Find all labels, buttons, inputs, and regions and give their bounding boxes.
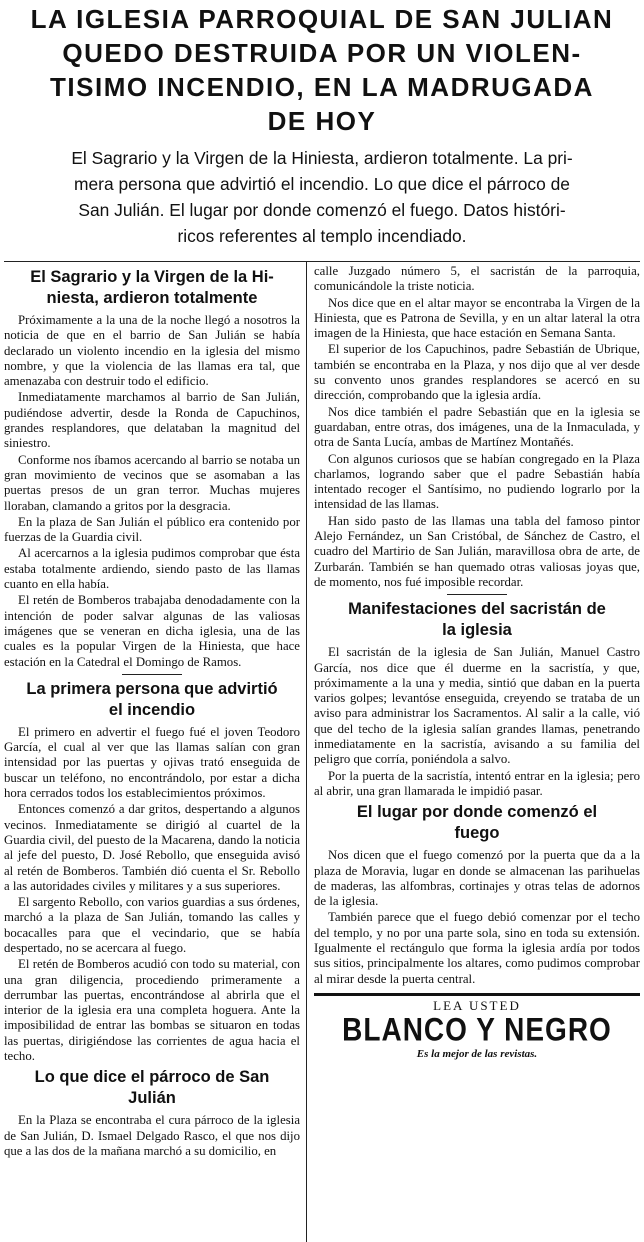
summary-line: ricos referentes al templo incendiado. xyxy=(177,226,467,246)
advertisement xyxy=(314,993,640,1063)
headline-line: LA IGLESIA PARROQUIAL DE SAN JULIAN xyxy=(30,4,614,34)
section-title: El Sagrario y la Virgen de la Hi- niesta, ardieron totalmente xyxy=(30,268,274,307)
summary-deck xyxy=(4,145,640,249)
summary-line: mera persona que advirtió el incendio. Lo que dice el párroco de xyxy=(74,174,570,194)
right-column xyxy=(314,264,640,1062)
paragraph: Por la puerta de la sacristía, intentó entrar en la iglesia; pero al abrir, una gran llamarada le impidió pasar. xyxy=(314,768,640,798)
paragraph: El retén de Bomberos trabajaba denodadamente con la intención de poder salvar algunas de las valiosas imágenes que se veneran en dicha iglesia, una de las cuales es la popular Virgen de la Hiniesta, que hace estación en la Catedral el Domingo de Ramos. xyxy=(4,593,300,669)
summary-line: El Sagrario y la Virgen de la Hiniesta, ardieron totalmente. La pri- xyxy=(71,148,573,168)
headline-line: TISIMO INCENDIO, EN LA MADRUGADA xyxy=(50,72,594,102)
left-column xyxy=(4,264,300,1160)
section-title: Lo que dice el párroco de San Julián xyxy=(34,1068,270,1108)
paragraph: El primero en advertir el fuego fué el joven Teodoro García, el cual al ver que las llamas salían con gran intensidad por las puertas y ojivas trató enseguida de buscar un teléfono, no encontrándolo, por estar a dicha hora cerrados todos los establecimientos próximos. xyxy=(4,724,300,801)
headline-line: QUEDO DESTRUIDA POR UN VIOLEN- xyxy=(62,38,582,68)
paragraph: Conforme nos íbamos acercando al barrio se notaba un gran movimiento de vecinos que se asomaban a las puertas presos de un gran terror. Muchas mujeres lloraban, clamando a gritos por la desgracia. xyxy=(4,452,300,513)
section-title: El lugar por donde comenzó el fuego xyxy=(356,803,598,843)
paragraph: Al acercarnos a la iglesia pudimos comprobar que ésta estaba totalmente ardiendo, siendo pasto de las llamas cuanto en ella había. xyxy=(4,546,300,592)
ad-kicker: LEA USTED xyxy=(433,997,521,1013)
headline-line: DE HOY xyxy=(267,106,377,136)
column-divider xyxy=(306,262,307,1242)
ad-tagline: Es la mejor de las revistas. xyxy=(416,1048,538,1061)
paragraph: Nos dice que en el altar mayor se encontraba la Virgen de la Hiniesta, que es Patrona de Sevilla, y en un altar lateral la otra imagen de la Hiniesta, que hace estación en Semana Santa. xyxy=(314,295,640,341)
section-separator xyxy=(447,594,507,595)
summary-line: San Julián. El lugar por donde comenzó el fuego. Datos históri- xyxy=(78,200,566,220)
paragraph: calle Juzgado número 5, el sacristán de la parroquia, comunicándole la triste noticia. xyxy=(314,264,640,294)
paragraph: El superior de los Capuchinos, padre Sebastián de Ubrique, también se encontraba en la Plaza, y nos dijo que al ver desde su convento unos grandes resplandores se acercó en su dirección, comprobando que la iglesia ardía. xyxy=(314,342,640,403)
section-title: Manifestaciones del sacristán de la iglesia xyxy=(348,600,606,640)
paragraph: Nos dicen que el fuego comenzó por la puerta que da a la plaza de Moravia, lugar en donde se almacenan las parihuelas de maderas, las alfombras, cortinajes y otras telas de adornos de la iglesia. xyxy=(314,848,640,909)
paragraph: El sargento Rebollo, con varios guardias a sus órdenes, marchó a la plaza de San Julián, tomando las calles y bocacalles para que el vecindario, que se había despertado, no se acercara al fuego. xyxy=(4,895,300,955)
paragraph: El retén de Bomberos acudió con todo su material, con una gran diligencia, procediendo primeramente a derrumbar las puertas, encontrándose al abrirla que el interior de la iglesia era una completa hoguera. Ante la imposibilidad de entrar las bombas se situaron en todas las puertas, dirigiéndose las corrientes de agua hacia el techo. xyxy=(4,957,300,1064)
top-divider xyxy=(4,261,640,262)
headline xyxy=(4,2,640,138)
paragraph: Entonces comenzó a dar gritos, despertando a algunos vecinos. Inmediatamente se dirigió al cuartel de la Guardia civil, del puesto de la Macarena, dando la noticia al jefe del puesto, D. José Rebollo, que enseguida avisó al retén de Bomberos. También dió cuenta el Sr. Rebollo a las autoridades civiles y militares y a sus superiores. xyxy=(4,802,300,893)
paragraph: Inmediatamente marchamos al barrio de San Julián, pudiéndose advertir, desde la Ronda de Capuchinos, grandes resplandores, que delataban la magnitud del siniestro. xyxy=(4,390,300,451)
paragraph: Han sido pasto de las llamas una tabla del famoso pintor Alejo Fernández, un San Cristóbal, de Sánchez de Castro, el cuadro del Martirio de San Julián, maravillosa obra de arte, de Zurbarán. También se han quemado otras valiosas joyas que, de momento, nos fué imposible recordar. xyxy=(314,513,640,589)
paragraph: También parece que el fuego debió comenzar por el techo del templo, y no por una parte sola, sino en toda su extensión. Igualmente el rectángulo que forma la iglesia ardía por todos sus sitios, principalmente los altares, como pudimos comprobar al mirar desde la puerta central. xyxy=(314,910,640,986)
paragraph: Con algunos curiosos que se habían congregado en la Plaza charlamos, logrando saber que el padre Sebastián había intentado recoger el Santísimo, no pudiendo lograrlo por la intensidad de las llamas. xyxy=(314,451,640,512)
section-separator xyxy=(122,674,182,675)
ad-title: BLANCO Y NEGRO xyxy=(342,1011,612,1048)
paragraph: En la Plaza se encontraba el cura párroco de la iglesia de San Julián, D. Ismael Delgado Rasco, el que nos dijo que a las dos de la mañana marchó a su domicilio, en xyxy=(4,1113,300,1158)
paragraph: Nos dice también el padre Sebastián que en la iglesia se guardaban, entre otras, dos imágenes, una de la Inmaculada, y otra de Santa Lucía, ambas de Martínez Montañés. xyxy=(314,404,640,450)
paragraph: En la plaza de San Julián el público era contenido por fuerzas de la Guardia civil. xyxy=(4,514,300,545)
paragraph: Próximamente a la una de la noche llegó a nosotros la noticia de que en el barrio de San Julián se había declarado un violento incendio en la iglesia del mismo nombre, y que la violencia de las llamas era tal, que amenazaba con destruir todo el edificio. xyxy=(4,313,300,389)
paragraph: El sacristán de la iglesia de San Julián, Manuel Castro García, nos dice que él duerme en la sacristía, y que, próximamente a la una y media, sintió que daban en la puerta varios golpes; levantóse enseguida, creyendo se trataba de un aviso para administrar los Sacramentos. Al salir a la calle, vió que del techo de la iglesia salían grandes llamas, penetrando inmediatamente en la sacristía, avisando a su familia del peligro que corría, poniéndola a salvo. xyxy=(314,645,640,767)
section-title: La primera persona que advirtió el incendio xyxy=(26,679,278,719)
